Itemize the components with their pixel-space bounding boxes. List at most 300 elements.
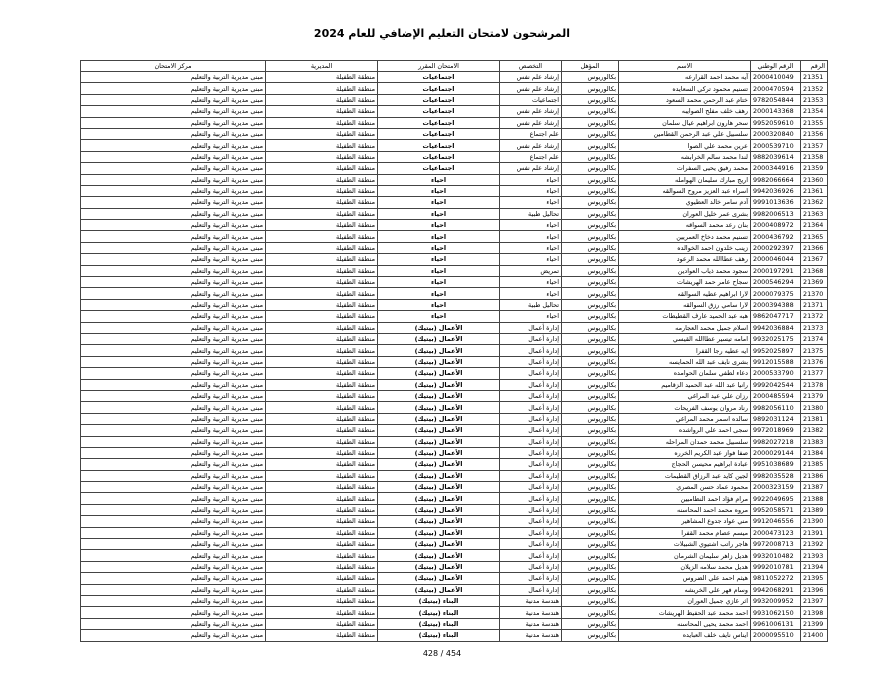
- table-row: [81, 174, 828, 185]
- cell-directorate: منطقة الطفيلة: [266, 106, 378, 117]
- cell-name: رناد مروان يوسف الفريحات: [619, 402, 751, 413]
- cell-exam-center: مبنى مديرية التربية والتعليم: [81, 584, 266, 595]
- cell-specialization: تمريض: [500, 265, 562, 276]
- cell-directorate: منطقة الطفيلة: [266, 311, 378, 322]
- cell-qualification: بكالوريوس: [562, 311, 619, 322]
- cell-directorate: منطقة الطفيلة: [266, 220, 378, 231]
- cell-qualification: بكالوريوس: [562, 447, 619, 458]
- cell-national-id: 2000470594: [751, 83, 801, 94]
- cell-exam: البناء (بيتيك): [378, 630, 500, 641]
- table-row: [81, 459, 828, 470]
- cell-name: ميسم عصام محمد القفرا: [619, 527, 751, 538]
- cell-exam-center: مبنى مديرية التربية والتعليم: [81, 288, 266, 299]
- candidates-table: [80, 60, 828, 642]
- cell-directorate: منطقة الطفيلة: [266, 493, 378, 504]
- cell-exam: الأعمال (بيتيك): [378, 561, 500, 572]
- cell-exam-center: مبنى مديرية التربية والتعليم: [81, 573, 266, 584]
- cell-qualification: بكالوريوس: [562, 163, 619, 174]
- cell-specialization: تحاليل طبية: [500, 299, 562, 310]
- cell-specialization: احياء: [500, 231, 562, 242]
- header-no: الرقم: [801, 61, 828, 72]
- cell-exam: الأعمال (بيتيك): [378, 402, 500, 413]
- cell-name: احمد محمد يحيى المحاسنه: [619, 618, 751, 629]
- table-row: [81, 561, 828, 572]
- cell-no: 21358: [801, 151, 828, 162]
- cell-exam: الأعمال (بيتيك): [378, 470, 500, 481]
- cell-exam-center: مبنى مديرية التربية والتعليم: [81, 128, 266, 139]
- cell-exam-center: مبنى مديرية التربية والتعليم: [81, 539, 266, 550]
- cell-no: 21353: [801, 94, 828, 105]
- cell-qualification: بكالوريوس: [562, 584, 619, 595]
- cell-specialization: إدارة أعمال: [500, 390, 562, 401]
- cell-national-id: 9992042544: [751, 379, 801, 390]
- cell-exam-center: مبنى مديرية التربية والتعليم: [81, 516, 266, 527]
- cell-exam: احياء: [378, 197, 500, 208]
- cell-exam: احياء: [378, 299, 500, 310]
- cell-exam: احياء: [378, 277, 500, 288]
- cell-no: 21377: [801, 368, 828, 379]
- table-row: [81, 94, 828, 105]
- table-row: [81, 220, 828, 231]
- cell-national-id: 2000143368: [751, 106, 801, 117]
- cell-exam: اجتماعيات: [378, 94, 500, 105]
- cell-specialization: إدارة أعمال: [500, 459, 562, 470]
- table-row: [81, 151, 828, 162]
- table-row: [81, 128, 828, 139]
- cell-no: 21362: [801, 197, 828, 208]
- header-directorate: المديرية: [266, 61, 378, 72]
- table-row: [81, 390, 828, 401]
- cell-exam: الأعمال (بيتيك): [378, 527, 500, 538]
- cell-no: 21367: [801, 254, 828, 265]
- cell-name: سجود محمد ذياب العوادين: [619, 265, 751, 276]
- cell-no: 21380: [801, 402, 828, 413]
- cell-national-id: 2000323159: [751, 482, 801, 493]
- cell-name: تسنيم محمود تركي السعايده: [619, 83, 751, 94]
- table-row: [81, 208, 828, 219]
- cell-qualification: بكالوريوس: [562, 595, 619, 606]
- cell-qualification: بكالوريوس: [562, 128, 619, 139]
- cell-qualification: بكالوريوس: [562, 106, 619, 117]
- table-row: [81, 379, 828, 390]
- cell-national-id: 9982066664: [751, 174, 801, 185]
- cell-exam: الأعمال (بيتيك): [378, 573, 500, 584]
- cell-name: مني عواد جدوع المشاهير: [619, 516, 751, 527]
- cell-qualification: بكالوريوس: [562, 607, 619, 618]
- cell-exam-center: مبنى مديرية التربية والتعليم: [81, 220, 266, 231]
- cell-specialization: إرشاد علم نفس: [500, 72, 562, 83]
- table-row: [81, 425, 828, 436]
- table-row: [81, 288, 828, 299]
- cell-exam-center: مبنى مديرية التربية والتعليم: [81, 333, 266, 344]
- cell-directorate: منطقة الطفيلة: [266, 630, 378, 641]
- cell-directorate: منطقة الطفيلة: [266, 436, 378, 447]
- cell-name: وسام فهر علي الخريشه: [619, 584, 751, 595]
- cell-national-id: 2000079375: [751, 288, 801, 299]
- cell-exam-center: مبنى مديرية التربية والتعليم: [81, 242, 266, 253]
- cell-qualification: بكالوريوس: [562, 277, 619, 288]
- table-row: [81, 470, 828, 481]
- cell-exam-center: مبنى مديرية التربية والتعليم: [81, 618, 266, 629]
- cell-qualification: بكالوريوس: [562, 527, 619, 538]
- cell-exam: الأعمال (بيتيك): [378, 493, 500, 504]
- header-name: الاسم: [619, 61, 751, 72]
- cell-qualification: بكالوريوس: [562, 151, 619, 162]
- cell-specialization: إدارة أعمال: [500, 470, 562, 481]
- cell-exam: اجتماعيات: [378, 151, 500, 162]
- table-row: [81, 117, 828, 128]
- cell-directorate: منطقة الطفيلة: [266, 539, 378, 550]
- table-row: [81, 185, 828, 196]
- cell-qualification: بكالوريوس: [562, 436, 619, 447]
- cell-directorate: منطقة الطفيلة: [266, 368, 378, 379]
- cell-specialization: احياء: [500, 197, 562, 208]
- cell-no: 21375: [801, 345, 828, 356]
- cell-specialization: إدارة أعمال: [500, 333, 562, 344]
- cell-exam: الأعمال (بيتيك): [378, 390, 500, 401]
- cell-name: بشرى نايف عبد الله الحمايسه: [619, 356, 751, 367]
- cell-specialization: إدارة أعمال: [500, 368, 562, 379]
- cell-name: بشرى عمر خليل العوران: [619, 208, 751, 219]
- cell-specialization: احياء: [500, 185, 562, 196]
- cell-qualification: بكالوريوس: [562, 561, 619, 572]
- cell-qualification: بكالوريوس: [562, 539, 619, 550]
- cell-national-id: 2000095510: [751, 630, 801, 641]
- cell-qualification: بكالوريوس: [562, 220, 619, 231]
- table-row: [81, 197, 828, 208]
- cell-directorate: منطقة الطفيلة: [266, 584, 378, 595]
- cell-no: 21355: [801, 117, 828, 128]
- cell-specialization: احياء: [500, 254, 562, 265]
- cell-qualification: بكالوريوس: [562, 265, 619, 276]
- header-specialization: التخصص: [500, 61, 562, 72]
- cell-name: اسلام جميل محمد العجارمه: [619, 322, 751, 333]
- cell-directorate: منطقة الطفيلة: [266, 425, 378, 436]
- cell-directorate: منطقة الطفيلة: [266, 573, 378, 584]
- cell-specialization: اجتماعيات: [500, 94, 562, 105]
- cell-national-id: 9952059610: [751, 117, 801, 128]
- cell-qualification: بكالوريوس: [562, 299, 619, 310]
- cell-no: 21357: [801, 140, 828, 151]
- cell-specialization: إدارة أعمال: [500, 436, 562, 447]
- cell-no: 21351: [801, 72, 828, 83]
- cell-directorate: منطقة الطفيلة: [266, 379, 378, 390]
- cell-national-id: 2000320840: [751, 128, 801, 139]
- cell-no: 21400: [801, 630, 828, 641]
- cell-specialization: إدارة أعمال: [500, 345, 562, 356]
- header-exam: الامتحان المقرر: [378, 61, 500, 72]
- cell-no: 21356: [801, 128, 828, 139]
- table-row: [81, 83, 828, 94]
- cell-qualification: بكالوريوس: [562, 630, 619, 641]
- cell-exam-center: مبنى مديرية التربية والتعليم: [81, 299, 266, 310]
- table-row: [81, 299, 828, 310]
- cell-exam: الأعمال (بيتيك): [378, 356, 500, 367]
- cell-exam-center: مبنى مديرية التربية والتعليم: [81, 402, 266, 413]
- table-row: [81, 573, 828, 584]
- cell-exam: الأعمال (بيتيك): [378, 550, 500, 561]
- cell-exam: الأعمال (بيتيك): [378, 368, 500, 379]
- cell-specialization: احياء: [500, 311, 562, 322]
- cell-qualification: بكالوريوس: [562, 413, 619, 424]
- cell-directorate: منطقة الطفيلة: [266, 72, 378, 83]
- cell-national-id: 9972018969: [751, 425, 801, 436]
- cell-national-id: 9932009952: [751, 595, 801, 606]
- cell-national-id: 9982027218: [751, 436, 801, 447]
- cell-national-id: 9862047717: [751, 311, 801, 322]
- cell-exam-center: مبنى مديرية التربية والتعليم: [81, 482, 266, 493]
- cell-national-id: 9982035528: [751, 470, 801, 481]
- cell-exam-center: مبنى مديرية التربية والتعليم: [81, 72, 266, 83]
- cell-directorate: منطقة الطفيلة: [266, 482, 378, 493]
- cell-exam: احياء: [378, 231, 500, 242]
- table-row: [81, 630, 828, 641]
- cell-qualification: بكالوريوس: [562, 94, 619, 105]
- cell-directorate: منطقة الطفيلة: [266, 607, 378, 618]
- cell-exam-center: مبنى مديرية التربية والتعليم: [81, 185, 266, 196]
- cell-national-id: 2000436792: [751, 231, 801, 242]
- cell-national-id: 9951038689: [751, 459, 801, 470]
- cell-national-id: 9932025175: [751, 333, 801, 344]
- cell-name: محمد رفيق يحيى السفرات: [619, 163, 751, 174]
- table-row: [81, 140, 828, 151]
- cell-exam: الأعمال (بيتيك): [378, 459, 500, 470]
- cell-name: رانيا عبد الله عبد الحميد الزقاميم: [619, 379, 751, 390]
- cell-name: امامه تيسير عطاالله القيسي: [619, 333, 751, 344]
- cell-national-id: 9982006513: [751, 208, 801, 219]
- cell-directorate: منطقة الطفيلة: [266, 333, 378, 344]
- cell-no: 21363: [801, 208, 828, 219]
- cell-national-id: 9972008713: [751, 539, 801, 550]
- cell-exam-center: مبنى مديرية التربية والتعليم: [81, 630, 266, 641]
- cell-qualification: بكالوريوس: [562, 390, 619, 401]
- page-title: المرشحون لامتحان التعليم الإضافي للعام 2024: [313, 27, 571, 40]
- cell-name: هديل محمد سلامه الزيلان: [619, 561, 751, 572]
- cell-no: 21392: [801, 539, 828, 550]
- cell-exam-center: مبنى مديرية التربية والتعليم: [81, 493, 266, 504]
- cell-directorate: منطقة الطفيلة: [266, 527, 378, 538]
- cell-no: 21378: [801, 379, 828, 390]
- cell-directorate: منطقة الطفيلة: [266, 504, 378, 515]
- cell-exam-center: مبنى مديرية التربية والتعليم: [81, 550, 266, 561]
- cell-name: لندا محمد سالم الخرابشه: [619, 151, 751, 162]
- cell-exam: احياء: [378, 311, 500, 322]
- cell-exam: احياء: [378, 185, 500, 196]
- cell-national-id: 9882039614: [751, 151, 801, 162]
- cell-specialization: إدارة أعمال: [500, 379, 562, 390]
- cell-exam: اجتماعيات: [378, 83, 500, 94]
- cell-no: 21381: [801, 413, 828, 424]
- cell-exam: الأعمال (بيتيك): [378, 425, 500, 436]
- cell-qualification: بكالوريوس: [562, 573, 619, 584]
- cell-qualification: بكالوريوس: [562, 288, 619, 299]
- cell-specialization: هندسة مدنية: [500, 630, 562, 641]
- cell-qualification: بكالوريوس: [562, 208, 619, 219]
- cell-specialization: إدارة أعمال: [500, 561, 562, 572]
- cell-exam-center: مبنى مديرية التربية والتعليم: [81, 151, 266, 162]
- cell-qualification: بكالوريوس: [562, 368, 619, 379]
- cell-no: 21360: [801, 174, 828, 185]
- cell-specialization: إدارة أعمال: [500, 504, 562, 515]
- cell-exam: اجتماعيات: [378, 72, 500, 83]
- cell-no: 21369: [801, 277, 828, 288]
- cell-exam: اجتماعيات: [378, 163, 500, 174]
- cell-exam: الأعمال (بيتيك): [378, 539, 500, 550]
- cell-name: مروه محمد احمد المحاسنه: [619, 504, 751, 515]
- page-number: 428 / 454: [422, 649, 462, 658]
- table-row: [81, 163, 828, 174]
- cell-qualification: بكالوريوس: [562, 197, 619, 208]
- cell-directorate: منطقة الطفيلة: [266, 151, 378, 162]
- cell-specialization: علم اجتماع: [500, 151, 562, 162]
- cell-specialization: إدارة أعمال: [500, 356, 562, 367]
- cell-specialization: إدارة أعمال: [500, 413, 562, 424]
- cell-qualification: بكالوريوس: [562, 83, 619, 94]
- cell-exam-center: مبنى مديرية التربية والتعليم: [81, 447, 266, 458]
- cell-no: 21354: [801, 106, 828, 117]
- cell-qualification: بكالوريوس: [562, 174, 619, 185]
- cell-national-id: 9892031124: [751, 413, 801, 424]
- cell-exam-center: مبنى مديرية التربية والتعليم: [81, 254, 266, 265]
- cell-directorate: منطقة الطفيلة: [266, 288, 378, 299]
- cell-qualification: بكالوريوس: [562, 493, 619, 504]
- cell-directorate: منطقة الطفيلة: [266, 277, 378, 288]
- cell-directorate: منطقة الطفيلة: [266, 413, 378, 424]
- cell-name: اريج مبارك سليمان الهوامله: [619, 174, 751, 185]
- cell-exam: الأعمال (بيتيك): [378, 436, 500, 447]
- cell-no: 21391: [801, 527, 828, 538]
- cell-national-id: 2000292397: [751, 242, 801, 253]
- cell-exam: اجتماعيات: [378, 140, 500, 151]
- cell-name: بنان رعد محمد السواقه: [619, 220, 751, 231]
- cell-specialization: إدارة أعمال: [500, 516, 562, 527]
- cell-national-id: 2000473123: [751, 527, 801, 538]
- cell-no: 21382: [801, 425, 828, 436]
- cell-directorate: منطقة الطفيلة: [266, 140, 378, 151]
- cell-directorate: منطقة الطفيلة: [266, 402, 378, 413]
- cell-name: لارا سامي رزق السوالقه: [619, 299, 751, 310]
- cell-national-id: 9992010781: [751, 561, 801, 572]
- table-row: [81, 436, 828, 447]
- cell-exam-center: مبنى مديرية التربية والتعليم: [81, 311, 266, 322]
- cell-exam: احياء: [378, 208, 500, 219]
- cell-specialization: هندسة مدنية: [500, 618, 562, 629]
- cell-qualification: بكالوريوس: [562, 117, 619, 128]
- cell-national-id: 9782054844: [751, 94, 801, 105]
- cell-exam-center: مبنى مديرية التربية والتعليم: [81, 94, 266, 105]
- cell-exam: الأعمال (بيتيك): [378, 322, 500, 333]
- cell-specialization: إدارة أعمال: [500, 527, 562, 538]
- cell-qualification: بكالوريوس: [562, 254, 619, 265]
- cell-exam-center: مبنى مديرية التربية والتعليم: [81, 470, 266, 481]
- cell-exam: الأعمال (بيتيك): [378, 584, 500, 595]
- cell-name: ايه عطيه رجا القفرا: [619, 345, 751, 356]
- cell-qualification: بكالوريوس: [562, 425, 619, 436]
- cell-exam-center: مبنى مديرية التربية والتعليم: [81, 607, 266, 618]
- cell-qualification: بكالوريوس: [562, 231, 619, 242]
- cell-name: عرين محمد علي الصوا: [619, 140, 751, 151]
- cell-name: عبادة ابراهيم محيسن الحجاج: [619, 459, 751, 470]
- cell-name: آدم سامر خالد العطيوي: [619, 197, 751, 208]
- cell-exam: البناء (بيتيك): [378, 607, 500, 618]
- cell-no: 21389: [801, 504, 828, 515]
- cell-no: 21364: [801, 220, 828, 231]
- cell-qualification: بكالوريوس: [562, 550, 619, 561]
- cell-no: 21395: [801, 573, 828, 584]
- cell-national-id: 9942036884: [751, 322, 801, 333]
- cell-exam-center: مبنى مديرية التربية والتعليم: [81, 140, 266, 151]
- cell-no: 21359: [801, 163, 828, 174]
- cell-no: 21386: [801, 470, 828, 481]
- cell-qualification: بكالوريوس: [562, 242, 619, 253]
- cell-exam: احياء: [378, 220, 500, 231]
- table-row: [81, 265, 828, 276]
- cell-qualification: بكالوريوس: [562, 72, 619, 83]
- cell-exam: اجتماعيات: [378, 106, 500, 117]
- cell-qualification: بكالوريوس: [562, 459, 619, 470]
- cell-no: 21368: [801, 265, 828, 276]
- cell-qualification: بكالوريوس: [562, 618, 619, 629]
- cell-qualification: بكالوريوس: [562, 322, 619, 333]
- cell-directorate: منطقة الطفيلة: [266, 128, 378, 139]
- cell-exam: اجتماعيات: [378, 117, 500, 128]
- cell-directorate: منطقة الطفيلة: [266, 174, 378, 185]
- table-row: [81, 618, 828, 629]
- cell-national-id: 2000344916: [751, 163, 801, 174]
- cell-national-id: 9991013636: [751, 197, 801, 208]
- cell-no: 21373: [801, 322, 828, 333]
- header-exam-center: مركز الامتحان: [81, 61, 266, 72]
- cell-qualification: بكالوريوس: [562, 379, 619, 390]
- cell-exam-center: مبنى مديرية التربية والتعليم: [81, 322, 266, 333]
- table-row: [81, 539, 828, 550]
- cell-exam: الأعمال (بيتيك): [378, 345, 500, 356]
- cell-name: لارا ابراهيم عطيه السوالقه: [619, 288, 751, 299]
- cell-specialization: احياء: [500, 220, 562, 231]
- cell-no: 21376: [801, 356, 828, 367]
- cell-national-id: 9952058571: [751, 504, 801, 515]
- cell-specialization: إدارة أعمال: [500, 425, 562, 436]
- cell-no: 21361: [801, 185, 828, 196]
- cell-national-id: 2000546294: [751, 277, 801, 288]
- cell-no: 21385: [801, 459, 828, 470]
- cell-specialization: إدارة أعمال: [500, 402, 562, 413]
- cell-name: هديل زاهر سليمان الشرمان: [619, 550, 751, 561]
- table-row: [81, 345, 828, 356]
- cell-no: 21388: [801, 493, 828, 504]
- cell-exam-center: مبنى مديرية التربية والتعليم: [81, 368, 266, 379]
- cell-exam: البناء (بيتيك): [378, 618, 500, 629]
- table-row: [81, 242, 828, 253]
- cell-specialization: هندسة مدنية: [500, 607, 562, 618]
- cell-directorate: منطقة الطفيلة: [266, 345, 378, 356]
- cell-specialization: إدارة أعمال: [500, 550, 562, 561]
- cell-national-id: 9952025897: [751, 345, 801, 356]
- cell-exam-center: مبنى مديرية التربية والتعليم: [81, 106, 266, 117]
- cell-no: 21372: [801, 311, 828, 322]
- cell-directorate: منطقة الطفيلة: [266, 254, 378, 265]
- cell-directorate: منطقة الطفيلة: [266, 447, 378, 458]
- table-row: [81, 333, 828, 344]
- cell-national-id: 2000394388: [751, 299, 801, 310]
- cell-exam-center: مبنى مديرية التربية والتعليم: [81, 527, 266, 538]
- cell-specialization: تحاليل طبية: [500, 208, 562, 219]
- cell-no: 21387: [801, 482, 828, 493]
- cell-national-id: 2000029144: [751, 447, 801, 458]
- cell-name: سجاح عامر حمد الهريشات: [619, 277, 751, 288]
- cell-specialization: إدارة أعمال: [500, 573, 562, 584]
- cell-exam-center: مبنى مديرية التربية والتعليم: [81, 345, 266, 356]
